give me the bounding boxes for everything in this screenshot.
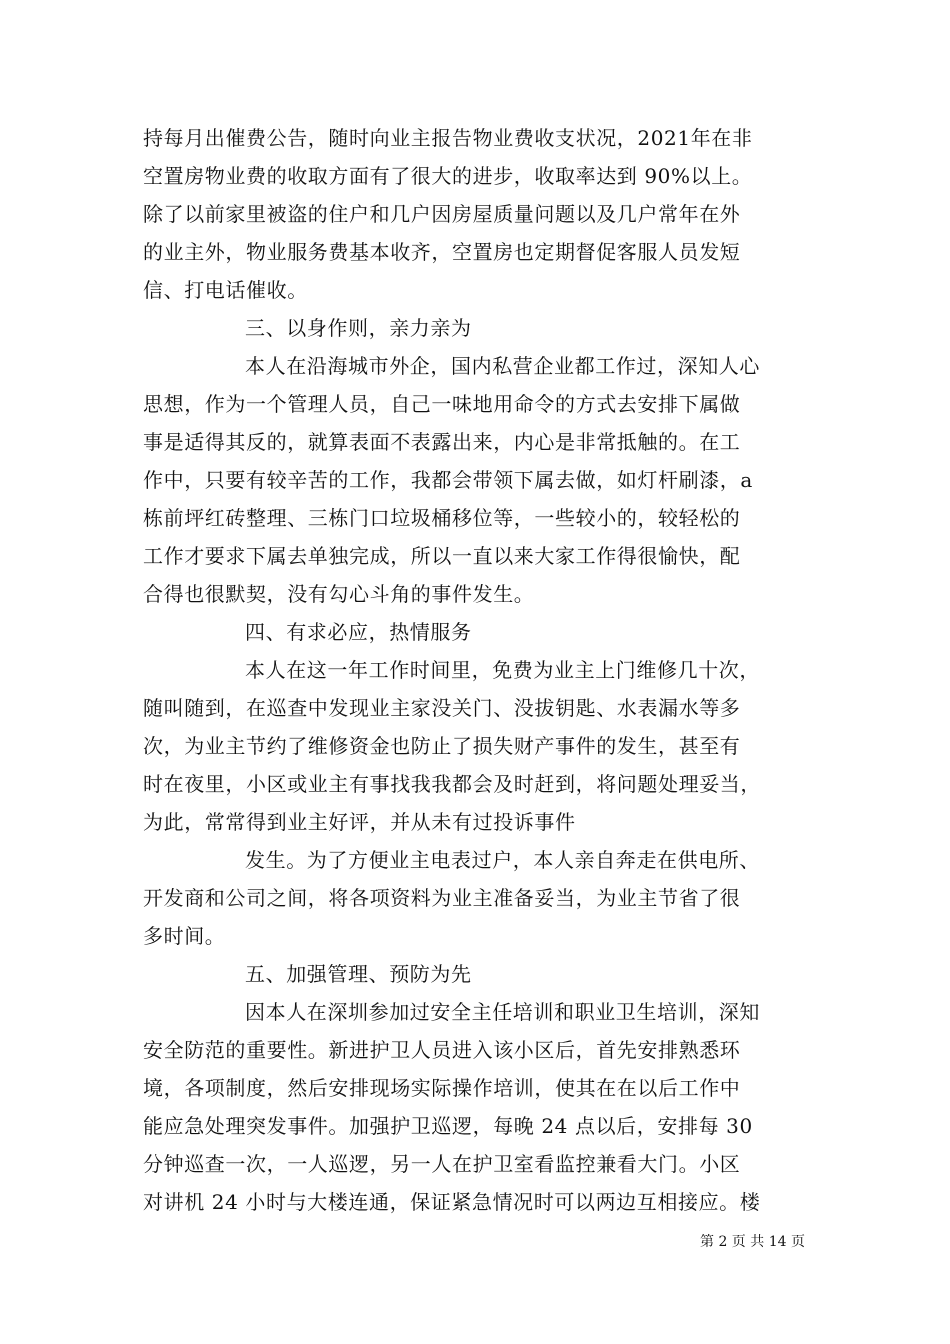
text-line: 的业主外，物业服务费基本收齐，空置房也定期督促客服人员发短 xyxy=(143,240,741,264)
text-line: 空置房物业费的收取方面有了很大的进步，收取率达到 90%以上。 xyxy=(143,164,753,188)
text-line: 次，为业主节约了维修资金也防止了损失财产事件的发生，甚至有 xyxy=(143,734,741,758)
section-heading: 三、以身作则，亲力亲为 xyxy=(245,316,472,340)
text-line: 为此，常常得到业主好评，并从未有过投诉事件 xyxy=(143,810,576,834)
text-line: 思想，作为一个管理人员，自己一味地用命令的方式去安排下属做 xyxy=(143,392,741,416)
text-line: 信、打电话催收。 xyxy=(143,278,308,302)
text-line: 时在夜里，小区或业主有事找我我都会及时赶到，将问题处理妥当， xyxy=(143,772,761,796)
text-line: 作中，只要有较辛苦的工作，我都会带领下属去做，如灯杆刷漆，a xyxy=(143,468,753,492)
text-line: 随叫随到，在巡查中发现业主家没关门、没拔钥匙、水表漏水等多 xyxy=(143,696,741,720)
text-line: 持每月出催费公告，随时向业主报告物业费收支状况，2021年在非 xyxy=(143,126,753,150)
text-line: 境，各项制度，然后安排现场实际操作培训，使其在在以后工作中 xyxy=(143,1076,741,1100)
text-line: 对讲机 24 小时与大楼连通，保证紧急情况时可以两边互相接应。楼 xyxy=(143,1190,761,1214)
text-line: 能应急处理突发事件。加强护卫巡逻，每晚 24 点以后，安排每 30 xyxy=(143,1114,753,1138)
text-line: 栋前坪红砖整理、三栋门口垃圾桶移位等，一些较小的，较轻松的 xyxy=(143,506,741,530)
text-line: 多时间。 xyxy=(143,924,226,948)
text-line: 除了以前家里被盗的住户和几户因房屋质量问题以及几户常年在外 xyxy=(143,202,741,226)
text-line: 事是适得其反的，就算表面不表露出来，内心是非常抵触的。在工 xyxy=(143,430,741,454)
section-heading: 五、加强管理、预防为先 xyxy=(245,962,472,986)
text-line: 工作才要求下属去单独完成，所以一直以来大家工作得很愉快，配 xyxy=(143,544,741,568)
text-line: 因本人在深圳参加过安全主任培训和职业卫生培训，深知 xyxy=(245,1000,760,1024)
text-line: 分钟巡查一次，一人巡逻，另一人在护卫室看监控兼看大门。小区 xyxy=(143,1152,741,1176)
text-line: 安全防范的重要性。新进护卫人员进入该小区后，首先安排熟悉环 xyxy=(143,1038,741,1062)
text-line: 本人在这一年工作时间里，免费为业主上门维修几十次， xyxy=(245,658,760,682)
text-line: 发生。为了方便业主电表过户，本人亲自奔走在供电所、 xyxy=(245,848,760,872)
text-line: 开发商和公司之间，将各项资料为业主准备妥当，为业主节省了很 xyxy=(143,886,741,910)
text-line: 本人在沿海城市外企，国内私营企业都工作过，深知人心 xyxy=(245,354,760,378)
page-number: 第 2 页 共 14 页 xyxy=(700,1234,805,1250)
text-line: 合得也很默契，没有勾心斗角的事件发生。 xyxy=(143,582,535,606)
section-heading: 四、有求必应，热情服务 xyxy=(245,620,472,644)
